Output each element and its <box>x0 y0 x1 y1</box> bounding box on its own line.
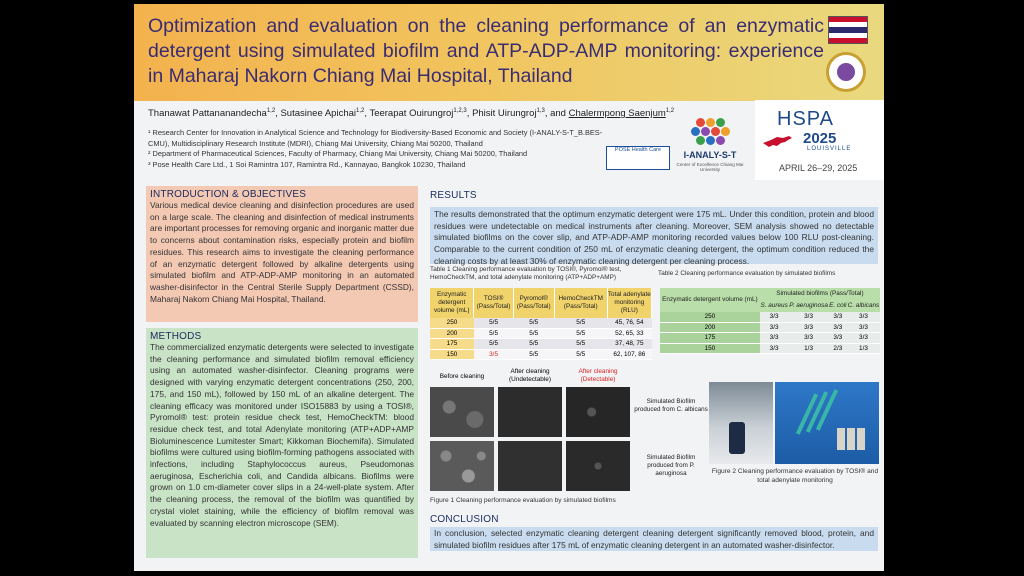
table-header: Simulated biofilms (Pass/Total) <box>760 288 880 298</box>
figure1-col-label: After cleaning (Undetectable) <box>509 368 551 383</box>
sem-image-detect-paeruginosa <box>566 441 630 491</box>
author: Phisit Uirungroj <box>472 108 537 120</box>
table-header: Enzymatic detergent volume (mL) <box>660 288 760 312</box>
author: Teerapat Ouirungroj <box>369 108 454 120</box>
sem-image-before-calbicans <box>430 387 494 437</box>
figure2-photo-test-swabs <box>775 382 879 464</box>
table-header: TOSI® (Pass/Total) <box>474 288 513 318</box>
table-row: 250 3/3 3/3 3/3 3/3 <box>660 312 880 322</box>
methods-section <box>146 328 418 558</box>
figure2-caption: Figure 2 Cleaning performance evaluation by TOSI® and total adenylate monitoring <box>711 468 879 484</box>
results-section <box>430 207 878 264</box>
section-text: Various medical device cleaning and disinfection procedures are used on a large scale. The cleaning and disinfection of medical instruments are important processes for removing organic and inorganic matter due to concerns about contamination risks, especially protein and biofilm residues. This research aims to investigate the cleaning performance of an enzymatic detergent followed by alkaline detergents using simulated biofilm and ATP-ADP-AMP monitoring in an automated washer-disinfector in the Central Sterile Supply Department (CSSD), Maharaj Nakorn Chiang Mai Hospital, Thailand. <box>150 200 414 304</box>
poster-title: Optimization and evaluation on the cleaning performance of an enzymatic detergent using simulated biofilm and ATP-ADP-AMP monitoring: experience in Maharaj Nakorn Chiang Mai Hospital, Thailand <box>148 15 824 87</box>
sem-image-before-paeruginosa <box>430 441 494 491</box>
table-header: Total adenylate monitoring (RLU) <box>607 288 651 318</box>
table-row: 175 5/5 5/5 5/5 37, 48, 75 <box>430 339 652 350</box>
table-header: Enzymatic detergent volume (mL) <box>430 288 474 318</box>
racehorse-icon <box>761 134 797 148</box>
results-heading-box <box>430 190 870 206</box>
table-row: 150 3/3 1/3 2/3 1/3 <box>660 343 880 354</box>
author-list: Thanawat Pattananandecha$^{1,2}$, Sutasinee Apichai$^{1,2}$, Teerapat Ouirungroj$^{1,2,3}$, Phisit Uirungroj$^{1,3}$, and Chalermpong Saenjum$^{1,2}$ <box>148 108 675 120</box>
conclusion-section <box>430 527 878 551</box>
conclusion-heading-box <box>430 514 870 528</box>
table-row: 250 5/5 5/5 5/5 45, 76, 54 <box>430 318 652 328</box>
table-header: Pyromol® (Pass/Total) <box>513 288 554 318</box>
lumitester-device-icon <box>729 422 745 454</box>
author: Chalermpong Saenjum <box>568 108 666 120</box>
table2: Enzymatic detergent volume (mL) Simulated biofilms (Pass/Total) S. aureus P. aeruginosa E. coli C. albicans 250 3/3 3/3 3/3 3/3 200 3/3 3/3 3/3 3/3 175 3/3 3/3 3/3 3/3 150 3/3 1/3 2/3 1/3 <box>660 288 880 354</box>
section-heading: METHODS <box>150 331 202 342</box>
section-text: In conclusion, selected enzymatic cleaning detergent cleaning detergent significantly removed blood, protein, and simulated biofilm residues after 175 mL of enzymatic cleaning detergent in an automated washer-disinfector. <box>434 528 874 550</box>
figure1-col-label: Before cleaning <box>439 373 485 380</box>
sem-image-after-paeruginosa <box>498 441 562 491</box>
section-text: The results demonstrated that the optimum enzymatic detergent were 175 mL. Under this condition, protein and blood residues were undetectable on medical instruments after cleaning. Moreover, SEM analysis showed no detectable simulated biofilms on the cover slip, and ATP-ADP-AMP monitoring recorded values below 100 RLU post-cleaning. Comparable to the current condition of 250 mL of enzymatic cleaning detergent, the optimum condition reduced the cleaning costs by at least 30% of enzymatic cleaning detergent per cleaning process. <box>434 209 874 266</box>
table-row: 200 3/3 3/3 3/3 3/3 <box>660 322 880 333</box>
figure1-row-label: Simulated Biofilm produced from P. aeruginosa <box>646 454 696 477</box>
figure2-photo-lumitester <box>709 382 773 464</box>
section-heading: RESULTS <box>430 190 477 201</box>
sem-image-after-calbicans <box>498 387 562 437</box>
table1 <box>430 288 652 360</box>
thailand-flag-icon <box>828 16 868 44</box>
figure1-caption: Figure 1 Cleaning performance evaluation by simulated biofilms <box>430 497 616 504</box>
table1-caption: Table 1 Cleaning performance evaluation by TOSI®, Pyromol® test, HemoCheckTM, and total adenylate monitoring (ATP+ADP+AMP) <box>430 266 622 281</box>
introduction-section <box>146 186 418 322</box>
affiliations <box>148 128 618 170</box>
table-header: HemoCheckTM (Pass/Total) <box>554 288 607 318</box>
university-seal-icon <box>826 52 866 92</box>
poster <box>134 4 884 571</box>
author: Sutasinee Apichai <box>280 108 356 120</box>
author: Thanawat Pattananandecha <box>148 108 267 120</box>
table-row: 175 3/3 3/3 3/3 3/3 <box>660 333 880 344</box>
table-row: 150 3/5 5/5 5/5 62, 107, 86 <box>430 349 652 360</box>
affiliation: ² Department of Pharmaceutical Sciences, Faculty of Pharmacy, Chiang Mai University, Chiang Mai 50200, Thailand <box>148 149 528 158</box>
table-row: 200 5/5 5/5 5/5 52, 65, 33 <box>430 328 652 339</box>
sem-image-detect-calbicans <box>566 387 630 437</box>
section-heading: INTRODUCTION & OBJECTIVES <box>150 189 307 200</box>
pose-logo: POSE Health Care <box>606 146 670 170</box>
hspa-logo: HSPA 2025 LOUISVILLE APRIL 26–29, 2025 <box>755 100 884 180</box>
figure1-row-label: Simulated Biofilm produced from C. albicans <box>634 398 708 413</box>
table2-caption: Table 2 Cleaning performance evaluation by simulated biofilms <box>658 270 836 277</box>
ianalyst-logo: I-ANALY-S-T Center of Excellence Chiang Mai University <box>674 116 746 172</box>
sponsor-logos <box>606 116 746 178</box>
section-text: The commercialized enzymatic detergents were selected to investigate the cleaning performance and simulated biofilm removal efficiency using an automated washer-disinfector. Cleaning programs were designed with varying enzymatic detergent concentrations (250, 200, 175, and 150 mL), followed by 150 mL of an alkaline detergent. The cleaning efficacy was monitored under ISO15883 by using a TOSI®, Pyromol® test: protein residue check test, HemoCheckTM: blood residue check test, and total Adenylate monitoring (ATP+ADP+AMP Bioluminescence Lumitester Smart; Kikkoman Biochemifa). Simulated biofilms were cultured using biofilm-forming pathogens associated with infections, including Staphylococcus aureus, Pseudomonas aeruginosa, Escherichia coli, and Candida albicans. Biofilms were grown on 1.0 cm-diameter cover slips in a 24-well-plate system. After the cleaning process, the removal of the biofilm was quantified by crystal violet staining, while the efficiency of biofilm removal was evaluated by scanning electron microscope (SEM). <box>150 342 414 528</box>
title-band <box>134 4 884 101</box>
affiliation: ¹ Research Center for Innovation in Analytical Science and Technology for Biodiversity-Based Economic and Society (I-ANALY-S-T_B.BES-CMU), Multidisciplinary Research Institute (MDRI), Chiang Mai University, Chiang Mai 50200, Thailand <box>148 128 603 148</box>
affiliation: ³ Pose Health Care Ltd., 1 Soi Ramintra 107, Ramintra Rd., Kannayao, Bangkok 10230, Thailand <box>148 159 466 169</box>
section-heading: CONCLUSION <box>430 514 499 525</box>
figure1-col-label: After cleaning (Detectable) <box>578 368 618 383</box>
